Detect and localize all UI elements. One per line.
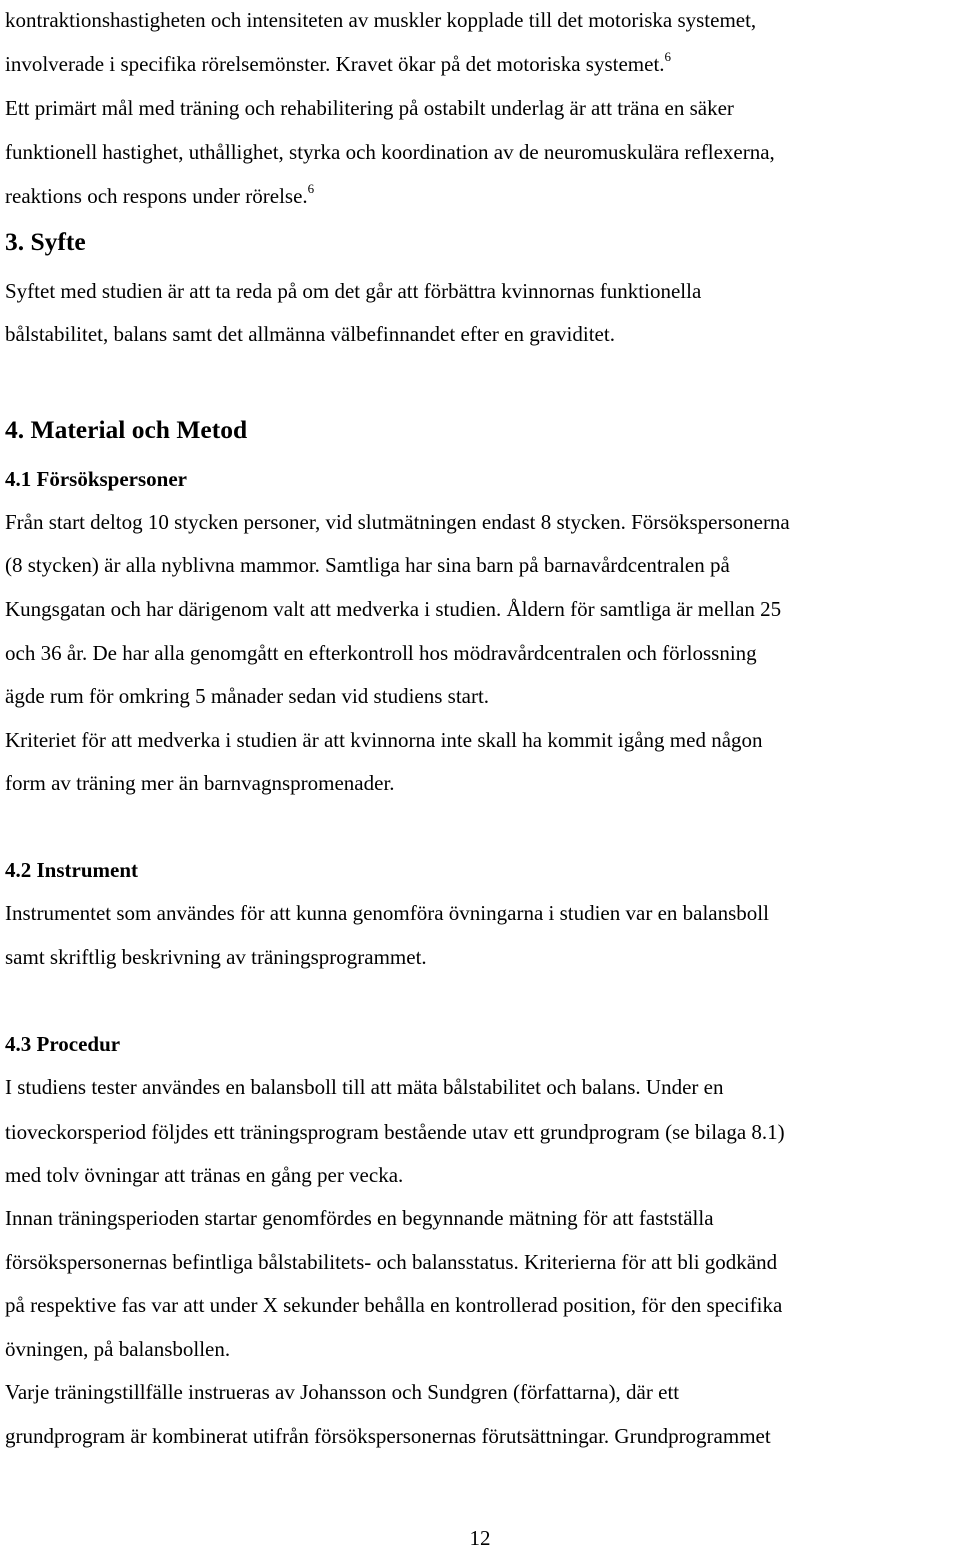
footnote-reference: 6 (664, 49, 672, 64)
footnote-reference: 6 (307, 181, 315, 196)
paragraph-line: tioveckorsperiod följdes ett träningsprogram bestående utav ett grundprogram (se bilaga 8.1) (5, 1120, 785, 1144)
paragraph-line: Från start deltog 10 stycken personer, vid slutmätningen endast 8 stycken. Försökspersonerna (5, 510, 790, 534)
paragraph-line: övningen, på balansbollen. (5, 1337, 231, 1361)
paragraph-line: (8 stycken) är alla nyblivna mammor. Samtliga har sina barn på barnavårdcentralen på (5, 553, 730, 577)
paragraph-line: I studiens tester användes en balansboll till att mäta bålstabilitet och balans. Under en (5, 1075, 724, 1099)
paragraph-line: Kungsgatan och har därigenom valt att medverka i studien. Åldern för samtliga är mellan 25 (5, 597, 782, 621)
paragraph-line: försökspersonernas befintliga bålstabilitets- och balansstatus. Kriterierna för att bli godkänd (5, 1250, 778, 1274)
paragraph-line: grundprogram är kombinerat utifrån försökspersonernas förutsättningar. Grundprogrammet (5, 1424, 771, 1448)
paragraph-line: Innan träningsperioden startar genomfördes en begynnande mätning för att fastställa (5, 1206, 714, 1230)
paragraph-line: kontraktionshastigheten och intensiteten av muskler kopplade till det motoriska systemet, (5, 8, 757, 32)
subsection-heading-forsokspersoner: 4.1 Försökspersoner (5, 467, 187, 491)
paragraph-line: Instrumentet som användes för att kunna genomföra övningarna i studien var en balansboll (5, 901, 769, 925)
paragraph-line: involverade i specifika rörelsemönster. Kravet ökar på det motoriska systemet.$^6$ (5, 49, 672, 76)
section-heading-material-och-metod: 4. Material och Metod (5, 415, 248, 444)
paragraph-line: Syftet med studien är att ta reda på om det går att förbättra kvinnornas funktionella (5, 279, 702, 303)
paragraph-line: reaktions och respons under rörelse.$^6$ (5, 181, 315, 208)
paragraph-line: och 36 år. De har alla genomgått en efterkontroll hos mödravårdcentralen och förlossning (5, 641, 757, 665)
paragraph-line: ägde rum för omkring 5 månader sedan vid studiens start. (5, 684, 490, 708)
paragraph-line: på respektive fas var att under X sekunder behålla en kontrollerad position, för den specifika (5, 1293, 783, 1317)
paragraph-line: form av träning mer än barnvagnspromenader. (5, 771, 395, 795)
subsection-heading-procedur: 4.3 Procedur (5, 1032, 121, 1056)
page-number: 12 (469, 1526, 491, 1550)
paragraph-line: bålstabilitet, balans samt det allmänna välbefinnandet efter en graviditet. (5, 322, 615, 346)
subsection-heading-instrument: 4.2 Instrument (5, 858, 139, 882)
paragraph-line: Ett primärt mål med träning och rehabilitering på ostabilt underlag är att träna en säker (5, 96, 734, 120)
paragraph-line: Kriteriet för att medverka i studien är att kvinnorna inte skall ha kommit igång med någon (5, 728, 763, 752)
paragraph-line: funktionell hastighet, uthållighet, styrka och koordination av de neuromuskulära reflexerna, (5, 140, 775, 164)
paragraph-line: med tolv övningar att tränas en gång per vecka. (5, 1163, 404, 1187)
paragraph-line: samt skriftlig beskrivning av träningsprogrammet. (5, 945, 427, 969)
paragraph-line: Varje träningstillfälle instrueras av Johansson och Sundgren (författarna), där ett (5, 1380, 680, 1404)
section-heading-syfte: 3. Syfte (5, 227, 86, 256)
